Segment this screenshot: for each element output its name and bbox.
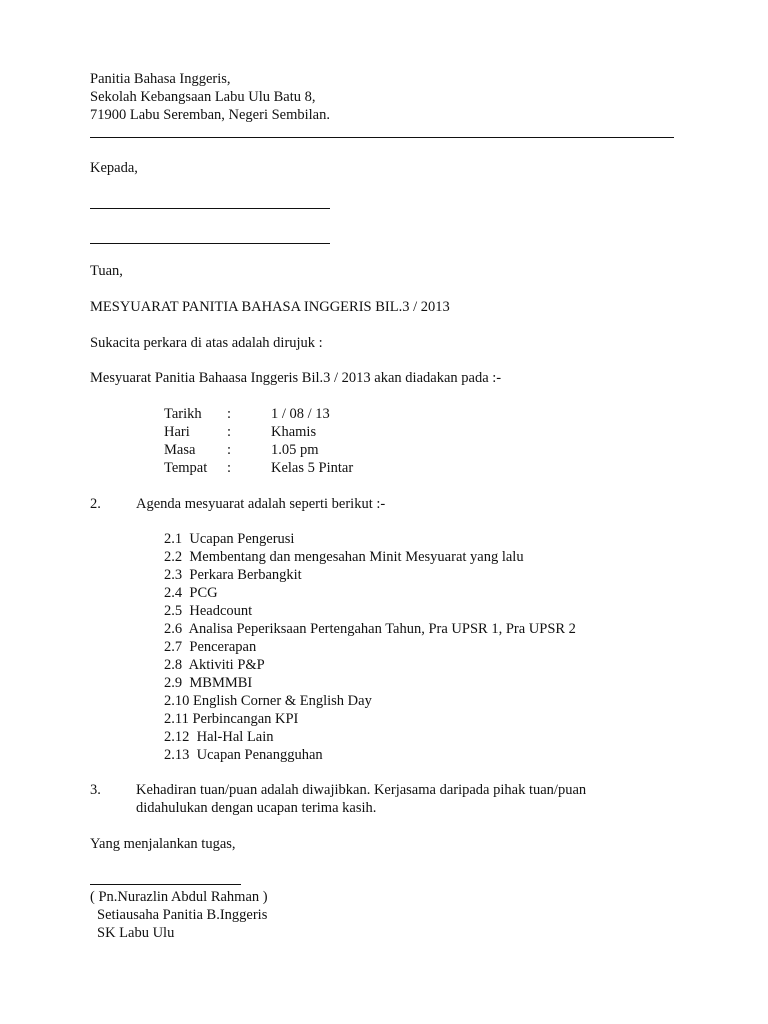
detail-separator: :	[227, 442, 232, 458]
closing-line: Yang menjalankan tugas,	[90, 836, 236, 852]
detail-separator: :	[227, 424, 232, 440]
detail-label: Masa	[164, 442, 196, 458]
sender-line-2: Sekolah Kebangsaan Labu Ulu Batu 8,	[90, 89, 316, 105]
detail-value: Khamis	[271, 424, 317, 440]
agenda-item: 2.13 Ucapan Penangguhan	[164, 747, 323, 763]
signatory-school: SK Labu Ulu	[97, 925, 175, 941]
agenda-item: 2.1 Ucapan Pengerusi	[164, 531, 295, 547]
detail-label: Tarikh	[164, 406, 202, 422]
agenda-item: 2.7 Pencerapan	[164, 639, 257, 655]
recipient-blank-line-1	[90, 208, 330, 209]
meeting-intro: Mesyuarat Panitia Bahaasa Inggeris Bil.3 / 2013 akan diadakan pada :-	[90, 370, 502, 386]
header-divider	[90, 137, 674, 138]
sender-line-1: Panitia Bahasa Inggeris,	[90, 71, 231, 87]
recipient-label: Kepada,	[90, 160, 138, 176]
sender-line-3: 71900 Labu Seremban, Negeri Sembilan.	[90, 107, 330, 123]
detail-separator: :	[227, 460, 232, 476]
attendance-line-2: didahulukan dengan ucapan terima kasih.	[136, 800, 377, 816]
agenda-item: 2.12 Hal-Hal Lain	[164, 729, 274, 745]
agenda-item: 2.8 Aktiviti P&P	[164, 657, 265, 673]
agenda-item: 2.4 PCG	[164, 585, 218, 601]
detail-separator: :	[227, 406, 232, 422]
detail-value: 1 / 08 / 13	[271, 406, 330, 422]
detail-label: Hari	[164, 424, 190, 440]
subject-heading: MESYUARAT PANITIA BAHASA INGGERIS BIL.3 / 2013	[90, 299, 450, 315]
signatory-title: Setiausaha Panitia B.Inggeris	[97, 907, 268, 923]
agenda-item: 2.11 Perbincangan KPI	[164, 711, 299, 727]
signatory-name: ( Pn.Nurazlin Abdul Rahman )	[90, 889, 268, 905]
attendance-line-1: Kehadiran tuan/puan adalah diwajibkan. Kerjasama daripada pihak tuan/puan	[136, 782, 587, 798]
agenda-item: 2.10 English Corner & English Day	[164, 693, 372, 709]
detail-value: 1.05 pm	[271, 442, 319, 458]
agenda-item: 2.5 Headcount	[164, 603, 253, 619]
agenda-heading: Agenda mesyuarat adalah seperti berikut :-	[136, 496, 386, 512]
attendance-number: 3.	[90, 782, 101, 798]
agenda-number: 2.	[90, 496, 101, 512]
detail-value: Kelas 5 Pintar	[271, 460, 354, 476]
agenda-item: 2.3 Perkara Berbangkit	[164, 567, 302, 583]
agenda-item: 2.2 Membentang dan mengesahan Minit Mesyuarat yang lalu	[164, 549, 524, 565]
reference-line: Sukacita perkara di atas adalah dirujuk :	[90, 335, 323, 351]
agenda-item: 2.9 MBMMBI	[164, 675, 253, 691]
agenda-item: 2.6 Analisa Peperiksaan Pertengahan Tahun, Pra UPSR 1, Pra UPSR 2	[164, 621, 576, 637]
signature-line	[90, 884, 241, 885]
detail-label: Tempat	[164, 460, 208, 476]
recipient-blank-line-2	[90, 243, 330, 244]
salutation: Tuan,	[90, 263, 123, 279]
